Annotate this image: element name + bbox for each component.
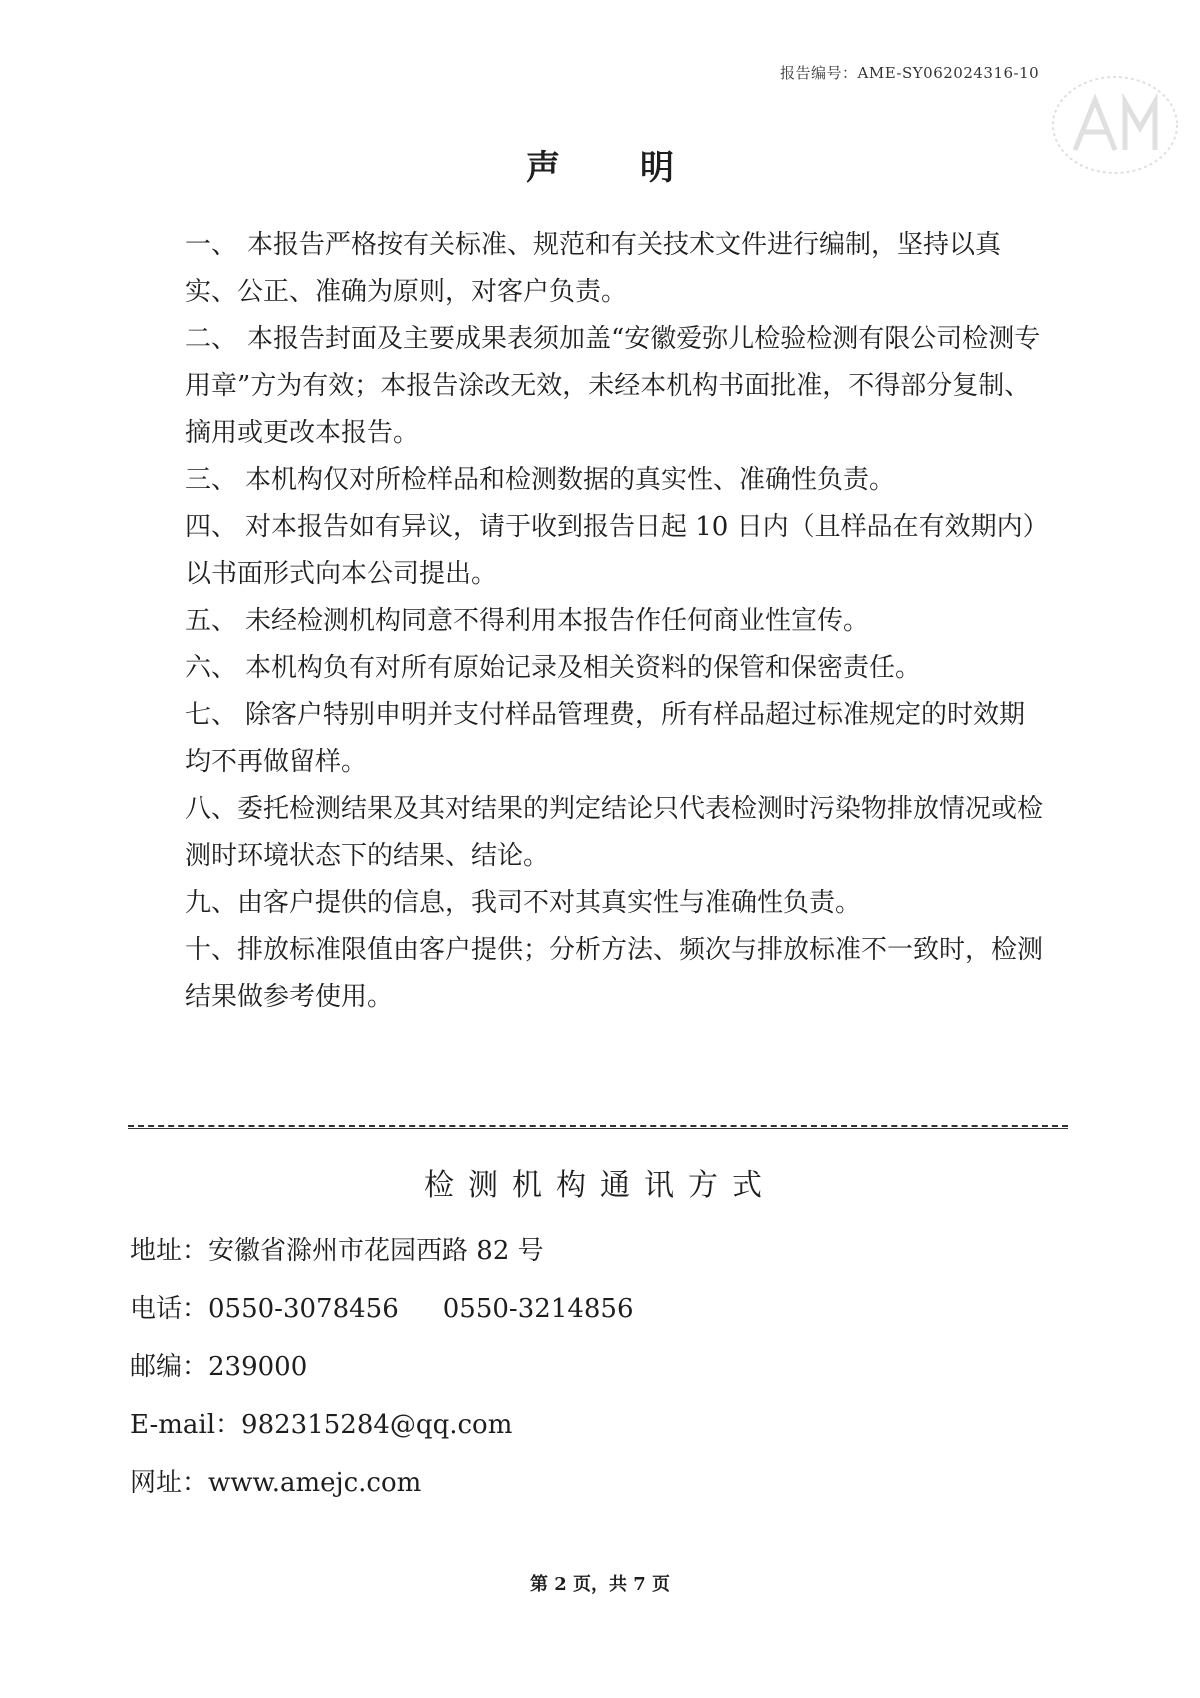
statement-item — [185, 504, 1045, 598]
statement-text: 本机构负有对所有原始记录及相关资料的保管和保密责任。 — [245, 653, 922, 683]
contact-website — [130, 1454, 1030, 1512]
statement-number: 四、 — [185, 512, 238, 542]
statement-item — [185, 692, 1045, 786]
title-char-2: 明 — [640, 148, 674, 188]
postcode-value: 239000 — [208, 1352, 308, 1382]
statement-number: 五、 — [185, 606, 238, 636]
title-char-1: 声 — [526, 148, 560, 188]
statement-text: 对本报告如有异议，请于收到报告日起 10 日内（且样品在有效期内）以书面形式向本公司提出。 — [185, 512, 1036, 589]
statement-text: 本报告严格按有关标准、规范和有关技术文件进行编制，坚持以真实、公正、准确为原则，对客户负责。 — [185, 230, 1002, 307]
statement-text: 本报告封面及主要成果表须加盖“安徽爱弥儿检验检测有限公司检测专用章”方为有效；本报告涂改无效，未经本机构书面批准，不得部分复制、摘用或更改本报告。 — [185, 324, 1041, 448]
statement-item — [185, 927, 1045, 1021]
contact-address — [130, 1222, 1030, 1280]
statement-item — [185, 316, 1045, 457]
page-title — [0, 140, 1200, 189]
statement-list — [185, 222, 1045, 1021]
website-label: 网址： — [130, 1468, 209, 1498]
statement-number: 一、 — [185, 230, 238, 260]
statement-number: 二、 — [185, 324, 238, 354]
statement-item — [185, 457, 1045, 504]
statement-text: 除客户特别申明并支付样品管理费，所有样品超过标准规定的时效期均不再做留样。 — [185, 700, 1026, 777]
phone-label: 电话： — [130, 1294, 209, 1324]
postcode-label: 邮编： — [130, 1352, 209, 1382]
statement-item — [185, 598, 1045, 645]
statement-text: 排放标准限值由客户提供；分析方法、频次与排放标准不一致时，检测结果做参考使用。 — [185, 935, 1044, 1012]
section-divider — [128, 1125, 1068, 1129]
statement-item — [185, 786, 1045, 880]
statement-item — [185, 222, 1045, 316]
address-value: 安徽省滁州市花园西路 82 号 — [208, 1236, 544, 1266]
statement-number: 七、 — [185, 700, 238, 730]
website-value: www.amejc.com — [208, 1468, 422, 1498]
contact-list — [130, 1222, 1030, 1512]
contact-section-title: 检测机构通讯方式 — [424, 1168, 776, 1203]
statement-text: 委托检测结果及其对结果的判定结论只代表检测时污染物排放情况或检测时环境状态下的结果、结论。 — [185, 794, 1044, 871]
statement-item — [185, 880, 1045, 927]
statement-text: 由客户提供的信息，我司不对其真实性与准确性负责。 — [237, 888, 862, 918]
statement-number: 三、 — [185, 465, 238, 495]
phone-value-1: 0550-3078456 — [208, 1294, 399, 1324]
contact-postcode — [130, 1338, 1030, 1396]
address-label: 地址： — [130, 1236, 209, 1266]
email-value: 982315284@qq.com — [241, 1410, 513, 1440]
statement-text: 本机构仅对所检样品和检测数据的真实性、准确性负责。 — [245, 465, 896, 495]
statement-item — [185, 645, 1045, 692]
statement-number: 八、 — [185, 794, 238, 824]
statement-text: 未经检测机构同意不得利用本报告作任何商业性宣传。 — [245, 606, 870, 636]
email-label: E-mail： — [130, 1410, 242, 1440]
phone-value-2: 0550-3214856 — [442, 1294, 634, 1324]
contact-email — [130, 1396, 1030, 1454]
statement-number: 十、 — [185, 935, 238, 965]
statement-number: 九、 — [185, 888, 238, 918]
report-number: 报告编号：AME-SY062024316-10 — [780, 64, 1040, 82]
page-number: 第 2 页，共 7 页 — [529, 1574, 671, 1595]
contact-phone — [130, 1280, 1030, 1338]
statement-number: 六、 — [185, 653, 238, 683]
